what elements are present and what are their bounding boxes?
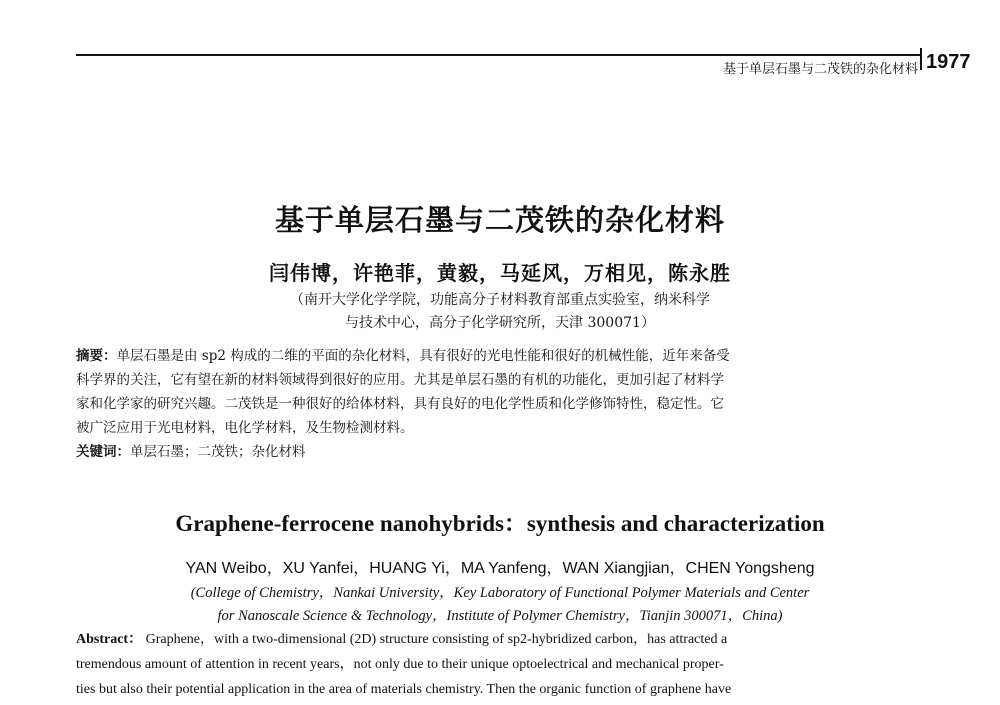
- english-abstract-label: Abstract：: [76, 632, 143, 647]
- page-number: 1977: [926, 51, 971, 73]
- chinese-keywords-label: 关键词：: [76, 444, 130, 460]
- header-separator: [920, 48, 922, 70]
- chinese-abstract-line: 家和化学家的研究兴趣。二茂铁是一种很好的给体材料，具有良好的电化学性质和化学修饰特性，稳定性。它: [76, 396, 724, 412]
- chinese-keywords-text: 单层石墨；二茂铁；杂化材料: [130, 444, 306, 460]
- english-abstract-text: Graphene，with a two-dimensional (2D) structure consisting of sp2-hybridized carbon，has attracted a: [145, 632, 728, 647]
- english-abstract: [76, 627, 924, 702]
- chinese-abstract-line: [76, 344, 926, 368]
- english-authors: YAN Weibo，XU Yanfei，HUANG Yi，MA Yanfeng，WAN Xiangjian，CHEN Yongsheng: [185, 560, 815, 577]
- english-abstract-line: [76, 627, 924, 652]
- chinese-abstract: [76, 344, 926, 464]
- english-affiliation-line-1: (College of Chemistry，Nankai University，Key Laboratory of Functional Polymer Materials and Center: [190, 585, 810, 601]
- english-affiliation-line-2: for Nanoscale Science & Technology，Institute of Polymer Chemistry，Tianjin 300071，China): [217, 608, 783, 624]
- english-abstract-line: tremendous amount of attention in recent years，not only due to their unique optoelectrical and mechanical proper-: [76, 657, 724, 672]
- running-title: 基于单层石墨与二茂铁的杂化材料: [722, 62, 918, 77]
- english-title: Graphene-ferrocene nanohybrids：synthesis and characterization: [175, 511, 825, 536]
- chinese-title: 基于单层石墨与二茂铁的杂化材料: [274, 203, 725, 237]
- chinese-affiliation-line-1: （南开大学化学学院，功能高分子材料教育部重点实验室，纳米科学: [290, 292, 710, 308]
- chinese-abstract-label: 摘要：: [76, 348, 117, 364]
- chinese-abstract-line: 科学界的关注，它有望在新的材料领域得到很好的应用。尤其是单层石墨的有机的功能化，更加引起了材料学: [76, 372, 724, 388]
- chinese-keywords: [76, 440, 926, 464]
- chinese-affiliation-line-2: 与技术中心，高分子化学研究所，天津 300071）: [345, 315, 655, 331]
- english-abstract-line: ties but also their potential application in the area of materials chemistry. Then the organic function of graphene have: [76, 682, 732, 697]
- chinese-authors: 闫伟博，许艳菲，黄毅，马延风，万相见，陈永胜: [269, 261, 731, 285]
- chinese-abstract-line: 被广泛应用于光电材料，电化学材料，及生物检测材料。: [76, 420, 414, 436]
- header-rule: [76, 54, 920, 56]
- chinese-abstract-text: 单层石墨是由 sp2 构成的二维的平面的杂化材料，具有很好的光电性能和很好的机械性能，近年来备受: [116, 348, 730, 364]
